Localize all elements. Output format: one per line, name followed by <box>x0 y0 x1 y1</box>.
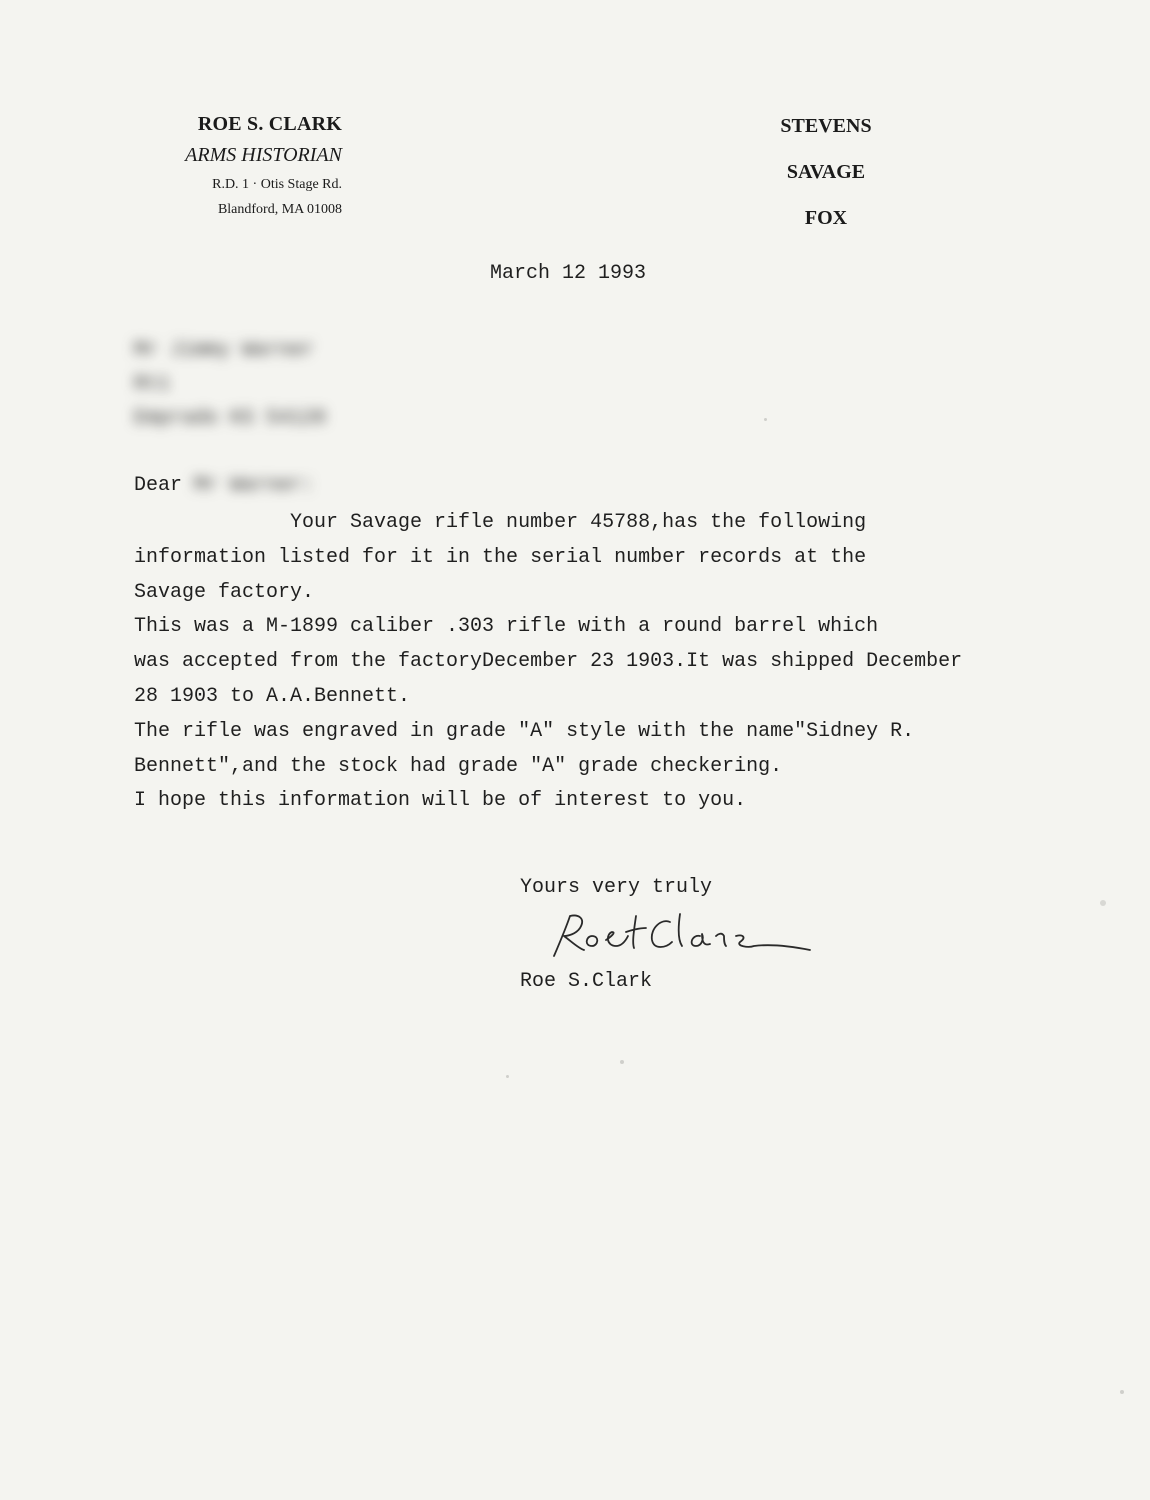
body-line: information listed for it in the serial number records at the <box>134 545 867 569</box>
sender-address-line-1: R.D. 1 · Otis Stage Rd. <box>212 177 342 192</box>
letter-date: March 12 1993 <box>490 262 647 285</box>
letter-body <box>134 506 1124 819</box>
body-line: I hope this information will be of interest to you. <box>134 789 747 813</box>
body-line: This was a M-1899 caliber .303 rifle with a round barrel which <box>134 615 879 639</box>
body-line: Savage factory. <box>134 580 315 604</box>
paper-speck <box>1120 1390 1124 1394</box>
body-line: Your Savage rifle number 45788,has the following <box>134 511 867 534</box>
body-line: was accepted from the factoryDecember 23 1903.It was shipped December <box>134 650 963 674</box>
letterhead-sender <box>185 110 342 222</box>
sender-address-line-2: Blandford, MA 01008 <box>217 202 342 217</box>
body-line: 28 1903 to A.A.Bennett. <box>134 684 411 708</box>
handwritten-signature <box>540 906 820 966</box>
salutation-name-redacted: Mr Warner: <box>194 474 315 497</box>
brand-fox: FOX <box>804 207 848 229</box>
body-line: The rifle was engraved in grade "A" style with the name"Sidney R. <box>134 719 915 743</box>
body-line: Bennett",and the stock had grade "A" grade checkering. <box>134 754 783 778</box>
sender-name: ROE S. CLARK <box>197 113 342 135</box>
brand-savage: SAVAGE <box>786 161 866 183</box>
paper-speck <box>1100 900 1106 906</box>
recipient-line-1: Mr Jimmy Warner <box>134 339 315 362</box>
brand-stevens: STEVENS <box>780 115 872 137</box>
paper-speck <box>764 418 767 421</box>
typed-signature-name: Roe S.Clark <box>520 970 653 993</box>
recipient-line-3: Emprado KS 54128 <box>134 407 327 430</box>
salutation <box>134 474 314 497</box>
sender-title: ARMS HISTORIAN <box>185 144 342 166</box>
recipient-line-2: Rt1 <box>134 373 171 396</box>
paper-speck <box>620 1060 624 1064</box>
closing: Yours very truly <box>520 876 713 899</box>
paper-speck <box>506 1075 509 1078</box>
recipient-address-redacted <box>134 334 326 436</box>
salutation-word: Dear <box>134 474 183 497</box>
letterhead-brands <box>726 112 926 250</box>
